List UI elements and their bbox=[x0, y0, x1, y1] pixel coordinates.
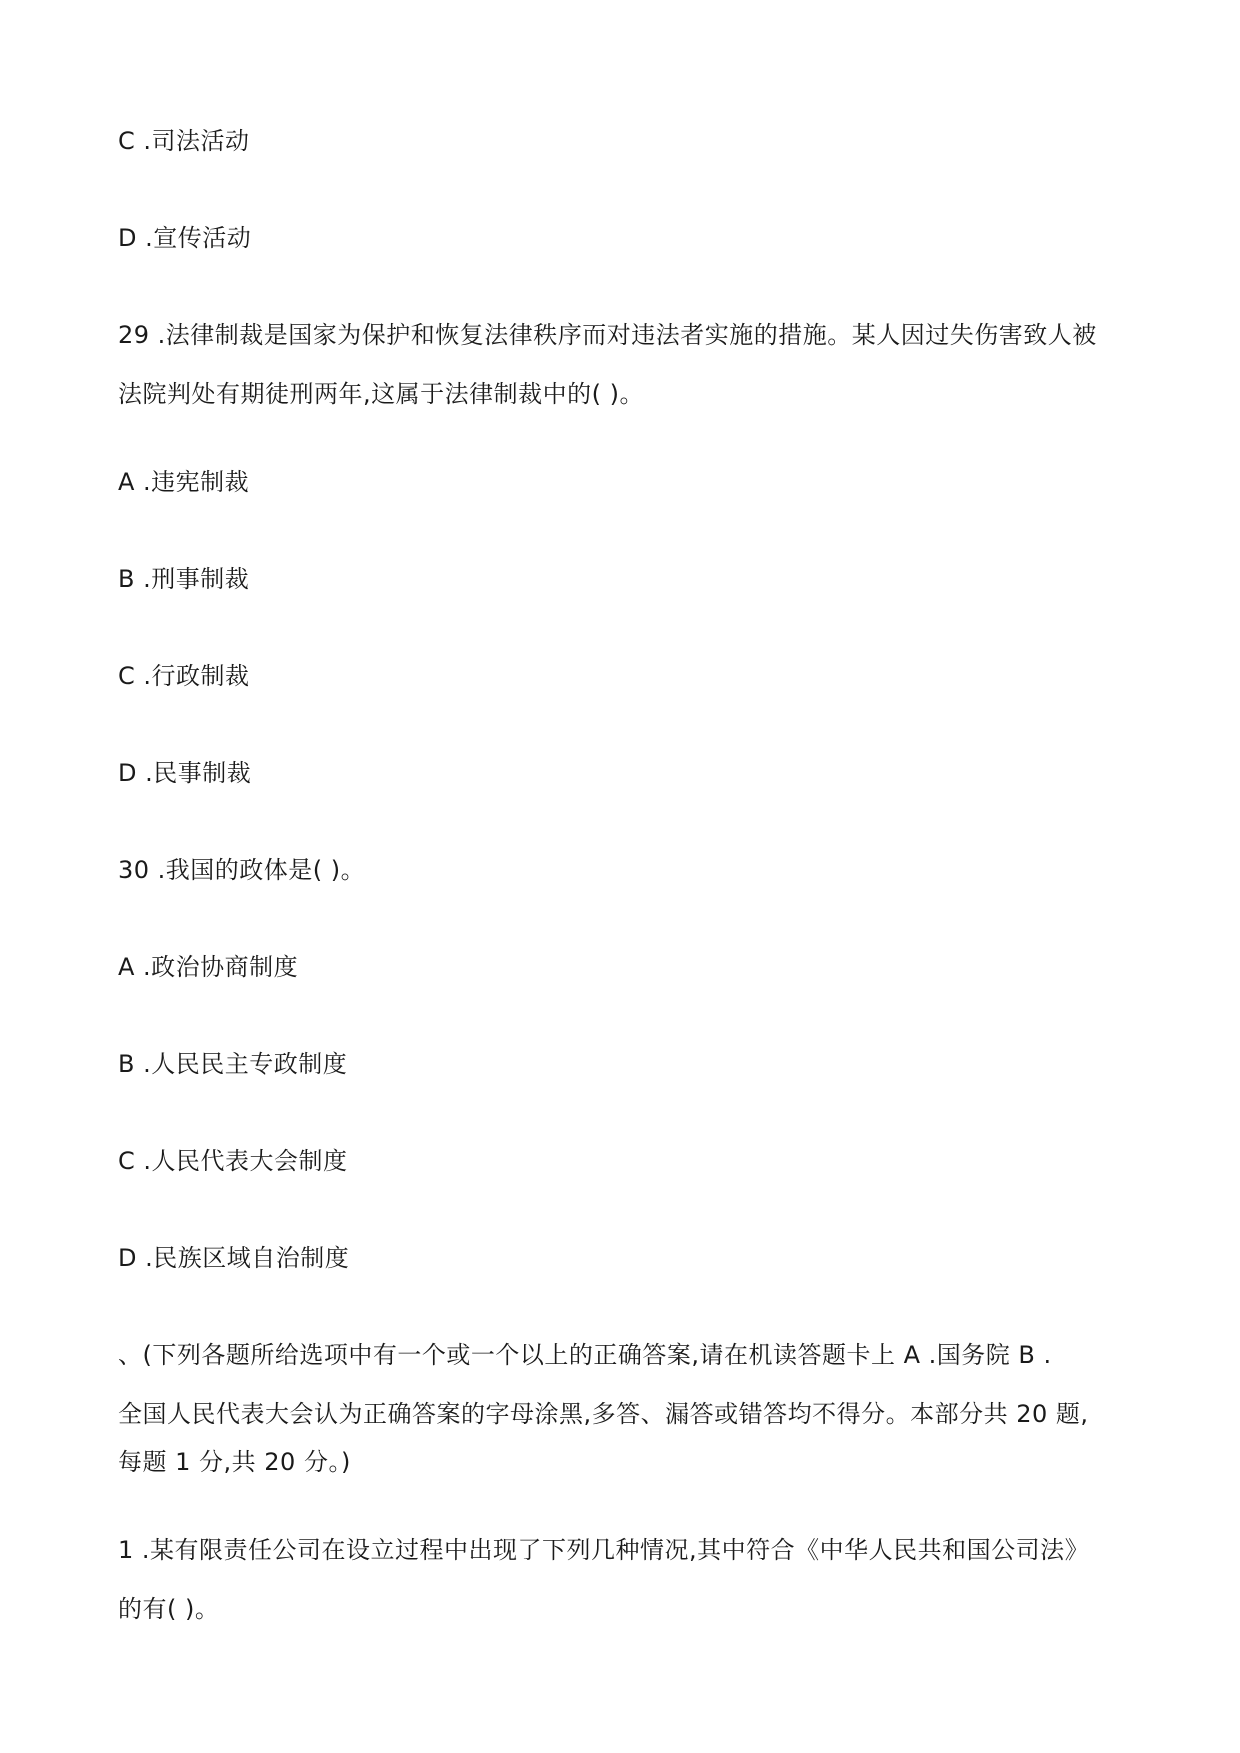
question-1-line-1: 1 .某有限责任公司在设立过程中出现了下列几种情况,其中符合《中华人民共和国公司法》 bbox=[118, 1536, 1090, 1564]
option-c-q30: C .人民代表大会制度 bbox=[118, 1147, 348, 1175]
option-b-q29: B .刑事制裁 bbox=[118, 565, 250, 593]
option-a-q30: A .政治协商制度 bbox=[118, 953, 299, 981]
option-d-q28: D .宣传活动 bbox=[118, 224, 252, 252]
question-1-line-2: 的有( )。 bbox=[118, 1595, 220, 1623]
option-a-q29: A .违宪制裁 bbox=[118, 468, 250, 496]
section-instructions-line-3: 每题 1 分,共 20 分。) bbox=[118, 1448, 351, 1476]
option-c-q29: C .行政制裁 bbox=[118, 662, 250, 690]
option-d-q29: D .民事制裁 bbox=[118, 759, 252, 787]
question-30: 30 .我国的政体是( )。 bbox=[118, 856, 366, 884]
option-b-q30: B .人民民主专政制度 bbox=[118, 1050, 348, 1078]
option-d-q30: D .民族区域自治制度 bbox=[118, 1244, 350, 1272]
question-29-line-1: 29 .法律制裁是国家为保护和恢复法律秩序而对违法者实施的措施。某人因过失伤害致人被 bbox=[118, 321, 1097, 349]
option-c-q28: C .司法活动 bbox=[118, 127, 250, 155]
section-instructions-line-1: 、(下列各题所给选项中有一个或一个以上的正确答案,请在机读答题卡上 A .国务院 B . bbox=[118, 1341, 1052, 1369]
question-29-line-2: 法院判处有期徒刑两年,这属于法律制裁中的( )。 bbox=[118, 380, 644, 408]
section-instructions-line-2: 全国人民代表大会认为正确答案的字母涂黑,多答、漏答或错答均不得分。本部分共 20 题, bbox=[118, 1400, 1089, 1428]
